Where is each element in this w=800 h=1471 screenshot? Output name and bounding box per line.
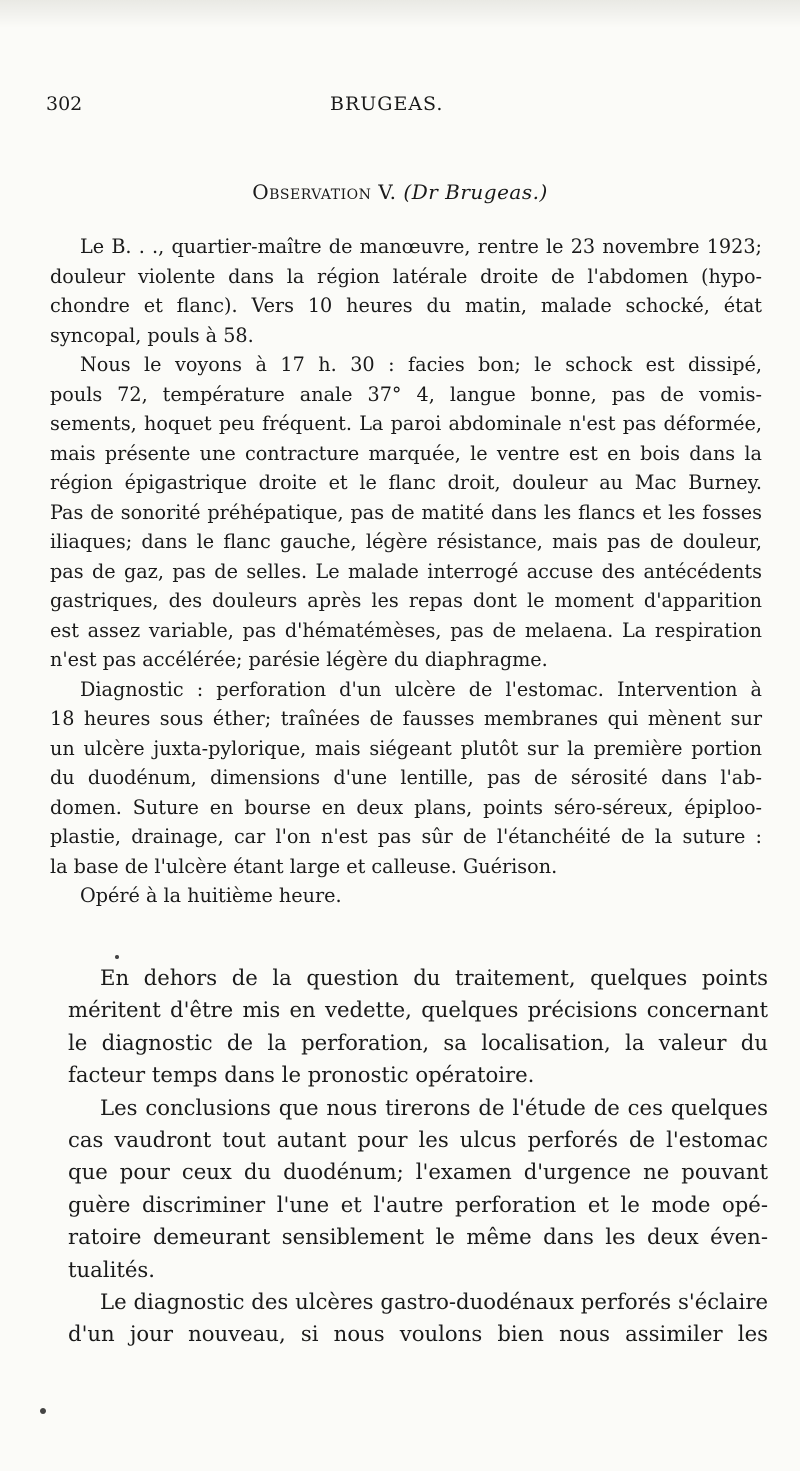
observation-line: Nous le voyons à 17 h. 30 : facies bon; le schock est dissipé,: [80, 353, 762, 376]
observation-line: iliaques; dans le flanc gauche, légère résistance, mais pas de douleur,: [50, 530, 762, 553]
observation-line: pouls 72, température anale 37° 4, langue bonne, pas de vomis-: [50, 382, 762, 406]
observation-line: syncopal, pouls à 58.: [50, 323, 254, 347]
observation-line: Pas de sonorité préhépatique, pas de matité dans les flancs et les fosses: [50, 500, 762, 524]
body-line: guère discriminer l'une et l'autre perforation et le mode opé-: [68, 1191, 768, 1217]
body-line: que pour ceux du duodénum; l'examen d'urgence ne pouvant: [68, 1159, 768, 1185]
body-line: le diagnostic de la perforation, sa localisation, la valeur du: [68, 1029, 768, 1055]
page-top-edge: [0, 0, 800, 28]
observation-line: n'est pas accélérée; parésie légère du diaphragme.: [50, 648, 548, 671]
body-line: tualités.: [68, 1256, 156, 1282]
observation-line: 18 heures sous éther; traînées de fausses membranes qui mènent sur: [50, 707, 762, 730]
body-line: ratoire demeurant sensiblement le même dans les deux éven-: [68, 1224, 768, 1250]
body-line: Les conclusions que nous tirerons de l'étude de ces quelques: [100, 1094, 768, 1120]
observation-author: (Dr Brugeas.): [403, 180, 548, 204]
observation-line: pas de gaz, pas de selles. Le malade interrogé accuse des antécédents: [50, 559, 762, 583]
body-line: Le diagnostic des ulcères gastro-duodénaux perforés s'éclaire: [100, 1289, 768, 1315]
observation-line: plastie, drainage, car l'on n'est pas sûr de l'étanchéité de la suture :: [50, 825, 762, 848]
observation-number: V.: [378, 180, 397, 204]
body-line: d'un jour nouveau, si nous voulons bien nous assimiler les: [68, 1321, 768, 1347]
page-header: [0, 93, 800, 123]
observation-line: est assez variable, pas d'hématémèses, pas de melaena. La respiration: [50, 618, 762, 642]
page-number: 302: [46, 93, 83, 115]
observation-line: gastriques, des douleurs après les repas dont le moment d'apparition: [50, 589, 762, 612]
print-speck: [40, 1408, 46, 1414]
observation-line: un ulcère juxta-pylorique, mais siégeant plutôt sur la première portion: [50, 736, 762, 760]
observation-line: du duodénum, dimensions d'une lentille, pas de sérosité dans l'ab-: [50, 766, 762, 789]
observation-line: Le B. . ., quartier-maître de manœuvre, rentre le 23 novembre 1923;: [80, 235, 762, 258]
body-line: méritent d'être mis en vedette, quelques précisions concernant: [68, 997, 768, 1023]
observation-line: chondre et flanc). Vers 10 heures du matin, malade schocké, état: [50, 294, 762, 317]
observation-label: Observation: [252, 180, 372, 204]
body-line: cas vaudront tout autant pour les ulcus perforés de l'estomac: [68, 1127, 768, 1153]
running-head: BRUGEAS.: [330, 93, 444, 115]
observation-line: mais présente une contracture marquée, le ventre est en bois dans la: [50, 441, 762, 465]
body-line: facteur temps dans le pronostic opératoire.: [68, 1062, 535, 1088]
observation-title: [0, 180, 800, 204]
observation-line: domen. Suture en bourse en deux plans, points séro-séreux, épiploo-: [50, 795, 762, 819]
observation-line: Diagnostic : perforation d'un ulcère de l'estomac. Intervention à: [80, 677, 762, 701]
observation-line: Opéré à la huitième heure.: [80, 884, 342, 907]
observation-line: région épigastrique droite et le flanc droit, douleur au Mac Burney.: [50, 471, 762, 494]
body-line: En dehors de la question du traitement, quelques points: [100, 965, 768, 990]
observation-line: la base de l'ulcère étant large et calleuse. Guérison.: [50, 854, 558, 878]
observation-text: [50, 232, 762, 911]
observation-line: douleur violente dans la région latérale droite de l'abdomen (hypo-: [50, 264, 762, 288]
observation-line: sements, hoquet peu fréquent. La paroi abdominale n'est pas déformée,: [50, 412, 762, 435]
print-speck: [115, 955, 119, 959]
body-text: [68, 962, 768, 1351]
